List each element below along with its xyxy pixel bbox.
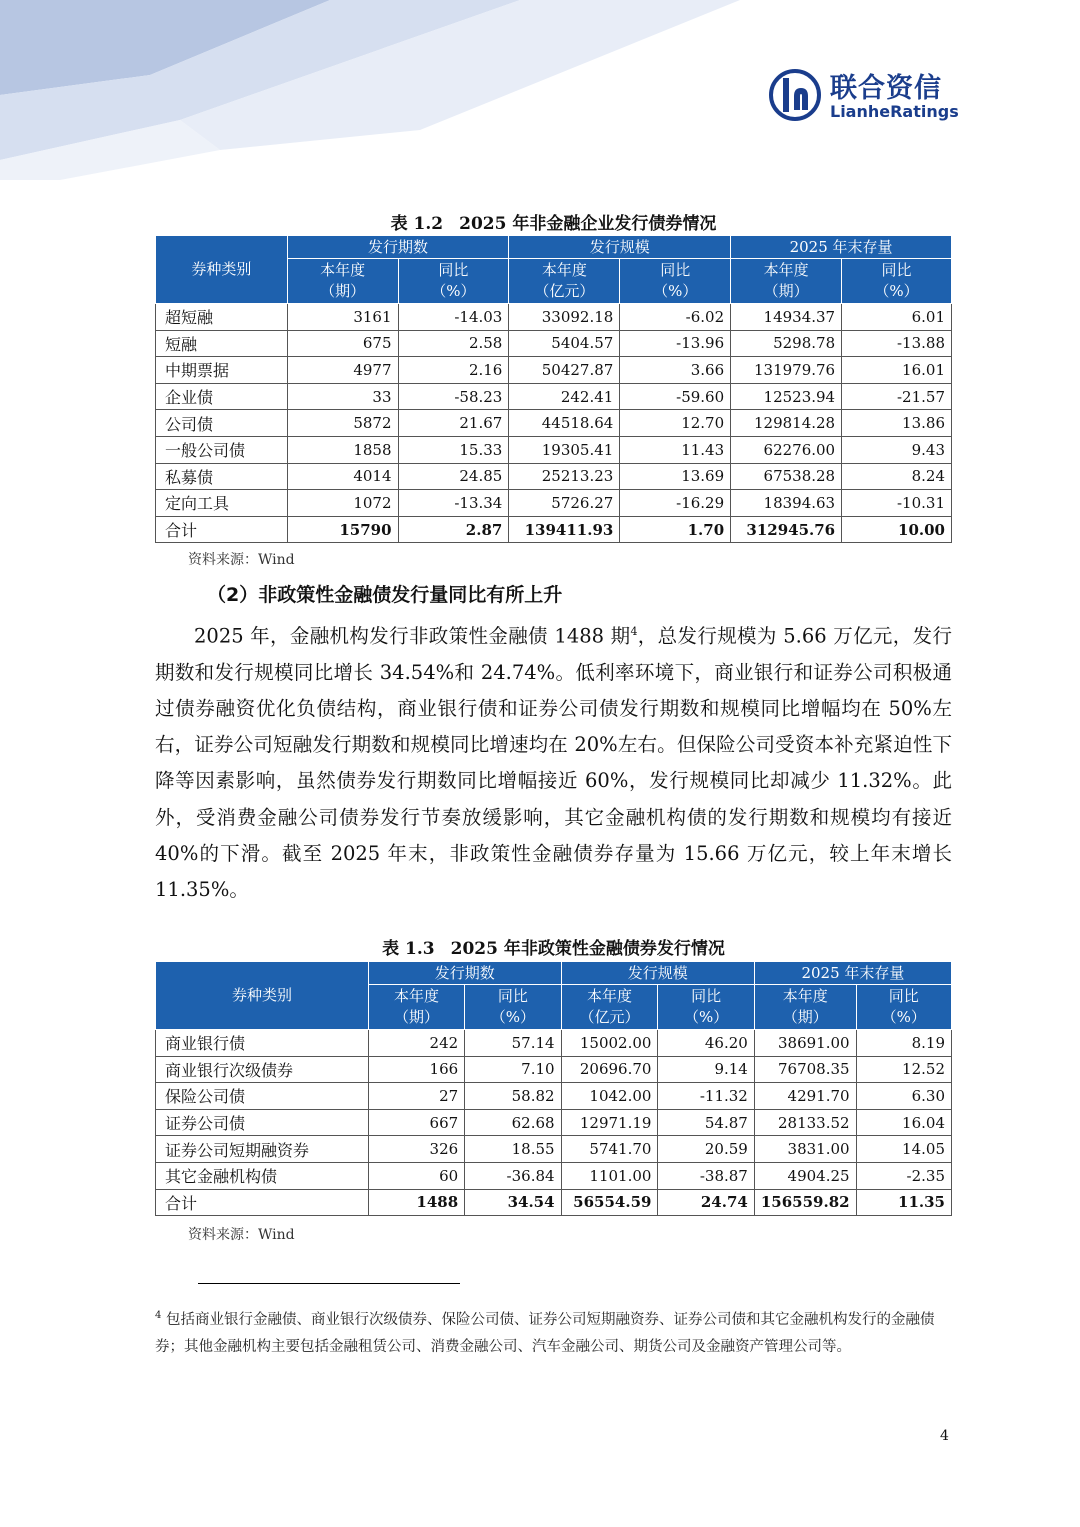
sub-header: 同比 （%）	[620, 259, 731, 304]
table1-source: 资料来源：Wind	[188, 552, 295, 568]
table-cell: 38691.00	[754, 1030, 856, 1057]
row-label: 中期票据	[156, 357, 288, 384]
row-label: 超短融	[156, 304, 288, 331]
table-cell: 8.24	[842, 463, 952, 490]
table-row	[156, 1056, 952, 1083]
table2-body	[156, 1030, 952, 1216]
table-row	[156, 1189, 952, 1216]
table-cell: 242	[368, 1030, 464, 1057]
table-cell: 18394.63	[731, 490, 842, 517]
table-row	[156, 1109, 952, 1136]
table-row	[156, 304, 952, 331]
row-label: 证券公司债	[156, 1109, 369, 1136]
table-cell: 54.87	[658, 1109, 754, 1136]
table-cell: 24.85	[398, 463, 509, 490]
table-cell: 62276.00	[731, 436, 842, 463]
sub-header: 同比 （%）	[465, 985, 561, 1030]
table-cell: 5726.27	[509, 490, 620, 517]
table-row	[156, 330, 952, 357]
table-cell: 46.20	[658, 1030, 754, 1057]
group-year-end-stock: 2025 年末存量	[754, 962, 951, 985]
table-cell: 18.55	[465, 1136, 561, 1163]
group-issue-scale: 发行规模	[561, 962, 754, 985]
table-cell: 8.19	[856, 1030, 951, 1057]
table-cell: 7.10	[465, 1056, 561, 1083]
table-cell: 14934.37	[731, 304, 842, 331]
table-row	[156, 357, 952, 384]
table-row	[156, 1136, 952, 1163]
table-row	[156, 463, 952, 490]
body-paragraph: 2025 年，金融机构发行非政策性金融债 1488 期$^4$，总发行规模为 5.66 万亿元，发行期数和发行规模同比增长 34.54%和 24.74%。低利率环境下，商业银行和证券公司积极通过债券融资优化负债结构，商业银行债和证券公司债发行期数和规模同比增幅均在 50%左右，证券公司短融发行期数和规模同比增速均在 20%左右。但保险公司受资本补充紧迫性下降等因素影响，虽然债券发行期数同比增幅接近 60%，发行规模同比却减少 11.32%。此外，受消费金融公司债券发行节奏放缓影响，其它金融机构债的发行期数和规模均有接近 40%的下滑。截至 2025 年末，非政策性金融债券存量为 15.66 万亿元，较上年末增长 11.35%。	[155, 624, 952, 901]
table-cell: 2.16	[398, 357, 509, 384]
table-cell: -10.31	[842, 490, 952, 517]
table-cell: -21.57	[842, 383, 952, 410]
group-issue-count: 发行期数	[287, 236, 509, 259]
table2-caption	[155, 934, 952, 959]
table-cell: 62.68	[465, 1109, 561, 1136]
lianhe-logo-icon	[766, 66, 824, 124]
table-cell: 2.58	[398, 330, 509, 357]
table-cell: 28133.52	[754, 1109, 856, 1136]
sub-header: 同比 （%）	[658, 985, 754, 1030]
table-cell: 34.54	[465, 1189, 561, 1216]
table-cell: 5298.78	[731, 330, 842, 357]
table2-caption-title: 2025 年非政策性金融债券发行情况	[450, 939, 725, 959]
table-cell: -38.87	[658, 1162, 754, 1189]
table-cell: -11.32	[658, 1083, 754, 1110]
table-nonfinancial-bonds	[155, 235, 952, 543]
table-row	[156, 383, 952, 410]
table-cell: 19305.41	[509, 436, 620, 463]
table-cell: 131979.76	[731, 357, 842, 384]
table-row	[156, 490, 952, 517]
table-cell: 166	[368, 1056, 464, 1083]
table-cell: 675	[287, 330, 398, 357]
sub-header: 同比 （%）	[398, 259, 509, 304]
table-cell: 56554.59	[561, 1189, 658, 1216]
table-cell: -16.29	[620, 490, 731, 517]
table-row	[156, 436, 952, 463]
row-label: 私募债	[156, 463, 288, 490]
table-cell: 11.35	[856, 1189, 951, 1216]
section-heading: （2）非政策性金融债发行量同比有所上升	[207, 584, 563, 606]
row-label: 证券公司短期融资券	[156, 1136, 369, 1163]
footnote-mark: 4	[155, 1310, 162, 1321]
lianhe-logo	[766, 66, 966, 126]
table-cell: 9.14	[658, 1056, 754, 1083]
table-cell: 15002.00	[561, 1030, 658, 1057]
table-cell: 3.66	[620, 357, 731, 384]
table-cell: 12971.19	[561, 1109, 658, 1136]
row-label: 商业银行债	[156, 1030, 369, 1057]
sub-header: 本年度 （亿元）	[561, 985, 658, 1030]
col-bond-type: 券种类别	[156, 962, 369, 1030]
table-cell: 6.30	[856, 1083, 951, 1110]
table-cell: 10.00	[842, 516, 952, 543]
logo-english-text: LianheRatings	[830, 102, 959, 121]
table-cell: 312945.76	[731, 516, 842, 543]
group-year-end-stock: 2025 年末存量	[731, 236, 952, 259]
table1-body	[156, 304, 952, 543]
table-row	[156, 1162, 952, 1189]
row-label: 保险公司债	[156, 1083, 369, 1110]
table-cell: 33	[287, 383, 398, 410]
table-cell: 1101.00	[561, 1162, 658, 1189]
row-label: 企业债	[156, 383, 288, 410]
table-cell: 5872	[287, 410, 398, 437]
table-cell: 667	[368, 1109, 464, 1136]
table-cell: 5741.70	[561, 1136, 658, 1163]
table-cell: 21.67	[398, 410, 509, 437]
table-cell: 139411.93	[509, 516, 620, 543]
table-cell: 13.86	[842, 410, 952, 437]
table1-caption-title: 2025 年非金融企业发行债券情况	[459, 214, 717, 234]
group-issue-count: 发行期数	[368, 962, 561, 985]
row-label: 合计	[156, 1189, 369, 1216]
table-cell: 67538.28	[731, 463, 842, 490]
table-cell: 24.74	[658, 1189, 754, 1216]
row-label: 公司债	[156, 410, 288, 437]
table-cell: 13.69	[620, 463, 731, 490]
table-cell: -58.23	[398, 383, 509, 410]
sub-header: 本年度 （期）	[368, 985, 464, 1030]
table-row	[156, 410, 952, 437]
table-nonpolicy-financial-bonds	[155, 961, 952, 1216]
table-row	[156, 1083, 952, 1110]
table-cell: 57.14	[465, 1030, 561, 1057]
table-cell: 27	[368, 1083, 464, 1110]
table-cell: 12.52	[856, 1056, 951, 1083]
table1-caption	[155, 209, 952, 234]
table-cell: -13.96	[620, 330, 731, 357]
sub-header: 本年度 （期）	[754, 985, 856, 1030]
table-cell: 4977	[287, 357, 398, 384]
footnote-ref: 4	[630, 625, 638, 638]
table-cell: -13.34	[398, 490, 509, 517]
table-cell: 9.43	[842, 436, 952, 463]
table-cell: 3831.00	[754, 1136, 856, 1163]
table-cell: -59.60	[620, 383, 731, 410]
logo-chinese-text: 联合资信	[830, 73, 942, 104]
table-cell: -14.03	[398, 304, 509, 331]
table2-source: 资料来源：Wind	[188, 1227, 295, 1243]
page-number: 4	[940, 1428, 949, 1444]
table-cell: -36.84	[465, 1162, 561, 1189]
row-label: 商业银行次级债券	[156, 1056, 369, 1083]
table-cell: 60	[368, 1162, 464, 1189]
table-row	[156, 1030, 952, 1057]
table-cell: -6.02	[620, 304, 731, 331]
table-cell: 1.70	[620, 516, 731, 543]
table1-caption-number: 表 1.2	[390, 214, 444, 234]
table-cell: 44518.64	[509, 410, 620, 437]
table-cell: 20.59	[658, 1136, 754, 1163]
table-cell: 50427.87	[509, 357, 620, 384]
row-label: 定向工具	[156, 490, 288, 517]
table-cell: 12.70	[620, 410, 731, 437]
table-cell: 15.33	[398, 436, 509, 463]
table-cell: 5404.57	[509, 330, 620, 357]
table2-caption-number: 表 1.3	[382, 939, 435, 959]
sub-header: 本年度 （期）	[287, 259, 398, 304]
row-label: 一般公司债	[156, 436, 288, 463]
table-cell: 58.82	[465, 1083, 561, 1110]
col-bond-type: 券种类别	[156, 236, 288, 304]
sub-header: 同比 （%）	[856, 985, 951, 1030]
table-cell: 1042.00	[561, 1083, 658, 1110]
table-cell: -2.35	[856, 1162, 951, 1189]
table-cell: 3161	[287, 304, 398, 331]
table-cell: 156559.82	[754, 1189, 856, 1216]
row-label: 其它金融机构债	[156, 1162, 369, 1189]
table-cell: 16.04	[856, 1109, 951, 1136]
sub-header: 同比 （%）	[842, 259, 952, 304]
table-cell: 1072	[287, 490, 398, 517]
table-cell: 4904.25	[754, 1162, 856, 1189]
sub-header: 本年度 （期）	[731, 259, 842, 304]
group-issue-scale: 发行规模	[509, 236, 731, 259]
sub-header: 本年度 （亿元）	[509, 259, 620, 304]
footnote: $^4$ 包括商业银行金融债、商业银行次级债券、保险公司债、证券公司短期融资券、证券公司债和其它金融机构发行的金融债券；其他金融机构主要包括金融租赁公司、消费金融公司、汽车金融公司、期货公司及金融资产管理公司等。	[155, 1310, 935, 1355]
table-cell: 242.41	[509, 383, 620, 410]
table-cell: 2.87	[398, 516, 509, 543]
footnote-divider	[198, 1283, 460, 1284]
table-cell: 14.05	[856, 1136, 951, 1163]
table-cell: 76708.35	[754, 1056, 856, 1083]
table-cell: 15790	[287, 516, 398, 543]
table-cell: 20696.70	[561, 1056, 658, 1083]
table-cell: 33092.18	[509, 304, 620, 331]
table-cell: 1858	[287, 436, 398, 463]
table-cell: 11.43	[620, 436, 731, 463]
table-cell: 4291.70	[754, 1083, 856, 1110]
table-cell: -13.88	[842, 330, 952, 357]
row-label: 短融	[156, 330, 288, 357]
table-cell: 1488	[368, 1189, 464, 1216]
table-cell: 4014	[287, 463, 398, 490]
table-cell: 25213.23	[509, 463, 620, 490]
table-row	[156, 516, 952, 543]
table-cell: 326	[368, 1136, 464, 1163]
table-cell: 12523.94	[731, 383, 842, 410]
row-label: 合计	[156, 516, 288, 543]
table-cell: 16.01	[842, 357, 952, 384]
table-cell: 129814.28	[731, 410, 842, 437]
table-cell: 6.01	[842, 304, 952, 331]
